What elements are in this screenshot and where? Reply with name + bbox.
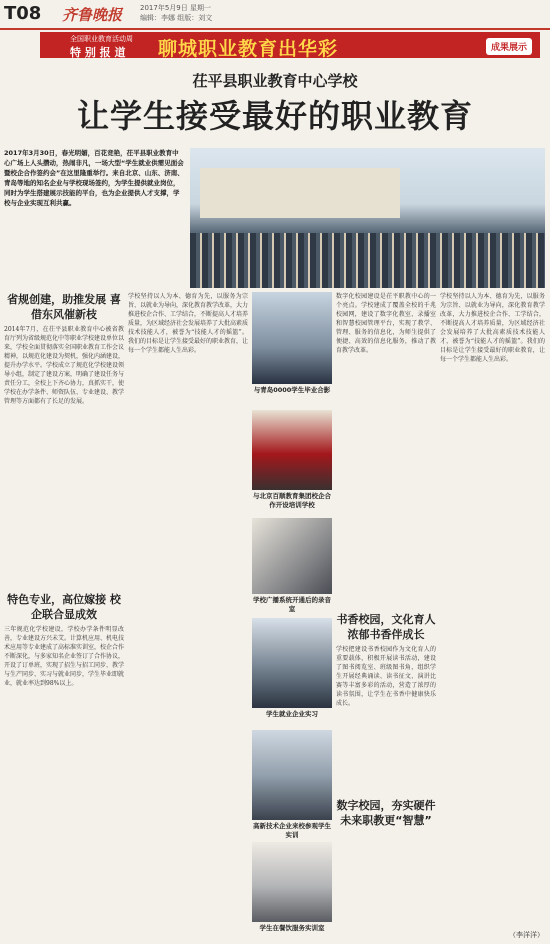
lead-paragraph: 2017年3月30日，春光明媚，百花竞艳，茌平县职业教育中心广场上人头攒动，热闹非凡，一场大型“学生就业供需见面会暨校企合作签约会”在这里隆重举行。来自北京、山东、济南、青岛等地的知名企业与学校现场签约，为学生提供就业岗位，同时为学生搭建展示技能的平台，也为企业提供人才支撑，学校与企业实现互利共赢。: [4, 149, 184, 207]
section-text-4: 数字化校园建设是茌平职教中心的一个亮点。学校建成了覆盖全校的千兆校园网，建设了数字化教室、录播室和智慧校园管理平台，实现了教学、管理、服务的信息化，为师生提供了便捷、高效的信息化服务，推动了教育教学改革。: [336, 293, 436, 354]
section-heading-3: 书香校园，文化育人 浓郁书香伴成长: [336, 613, 436, 641]
photo-broadcast: [252, 518, 332, 594]
page-number: T08: [4, 3, 42, 24]
section-heading-4: 数字校园，夯实硬件 未来职教更“智慧”: [336, 799, 436, 827]
page-header: [0, 0, 550, 30]
photo-internship: [252, 618, 332, 708]
photo-visit: [252, 730, 332, 820]
header-meta: [140, 3, 212, 23]
banner-slogan: 聊城职业教育出华彩: [158, 38, 339, 60]
header-editors: 编辑：李娜 组版：刘文: [140, 14, 213, 22]
banner-tag: 成果展示: [486, 38, 532, 55]
section-heading-1: 省规创建，助推发展 喜借东风催新枝: [7, 293, 121, 321]
section-text-right: 学校坚持以人为本、德育为先，以服务为宗旨、以就业为导向，深化教育教学改革，大力推进校企合作、工学结合，不断提高人才培养质量，为区域经济社会发展培养了大批高素质技术技能人才，被誉为“技能人才的摇篮”。我们的目标是让学生接受最好的职业教育，让每一个学生都能人生出彩。: [440, 293, 545, 363]
special-report-banner: [40, 32, 540, 58]
section-heading-2: 特色专业，高位嫁接 校企联合显成效: [7, 593, 121, 621]
section-text-3: 学校把建设书香校园作为文化育人的重要载体，积极开展读书活动，建设了图书阅览室、班级图书角，组织学生开展经典诵读、读书征文、演讲比赛等丰富多彩的活动，营造了浓厚的读书氛围，让学生在书香中健康快乐成长。: [336, 646, 436, 707]
banner-line2: 特 别 报 道: [70, 46, 126, 59]
caption-6: 学生在餐饮服务实训室: [259, 924, 325, 932]
article-subtitle: 茌平县职业教育中心学校: [192, 72, 358, 90]
photo-signing: [252, 410, 332, 490]
section-text-2: 三年规范化学校建设，学校办学条件明显改善，专业建设方兴未艾。计算机应用、机电技术应用等专业建成了高标准实训室，校企合作不断深化，与多家知名企业签订了合作协议，开设了订单班，实现了招生与招工同步、教学与生产同步、实习与就业同步，学生毕业即就业，就业率达到98%以上。: [4, 626, 124, 687]
caption-1: 与青岛0000学生毕业合影: [253, 386, 331, 394]
caption-4: 学生就业企业实习: [266, 710, 318, 718]
article-title: 让学生接受最好的职业教育: [76, 97, 473, 135]
lead-photo: [190, 148, 545, 288]
photo-kitchen: [252, 842, 332, 922]
caption-5: 高新技术企业来校参观学生实训: [253, 822, 331, 839]
caption-2: 与北京百顺教育集团校企合作开设培训学校: [253, 492, 331, 509]
banner-line1: 全国职业教育活动周: [70, 35, 133, 43]
newspaper-logo: 齐鲁晚报: [62, 6, 123, 24]
photo-graduation: [252, 292, 332, 384]
section-text-1: 2014年7月，在茌平县职业教育中心被省教育厅列为省级规范化中等职业学校建设单位以来，学校全面贯彻落实全国职业教育工作会议精神，以规范化建设为契机，强化内涵建设，提升办学水平。学校成立了规范化学校建设领导小组，制定了建设方案，明确了建设任务与责任分工，全校上下齐心协力，真抓实干，使学校在办学条件、师资队伍、专业建设、教学管理等方面都有了长足的发展。: [4, 326, 124, 405]
header-date: 2017年5月9日 星期一: [140, 4, 211, 12]
section-text-5: 学校坚持以人为本、德育为先，以服务为宗旨、以就业为导向，深化教育教学改革，大力推进校企合作、工学结合，不断提高人才培养质量，为区域经济社会发展培养了大批高素质技术技能人才，被誉为“技能人才的摇篮”。我们的目标是让学生接受最好的职业教育，让每一个学生都能人生出彩。: [128, 293, 248, 354]
byline: （李洋洋）: [509, 931, 544, 939]
caption-3: 学校广播系统开通后的录音室: [253, 596, 331, 613]
